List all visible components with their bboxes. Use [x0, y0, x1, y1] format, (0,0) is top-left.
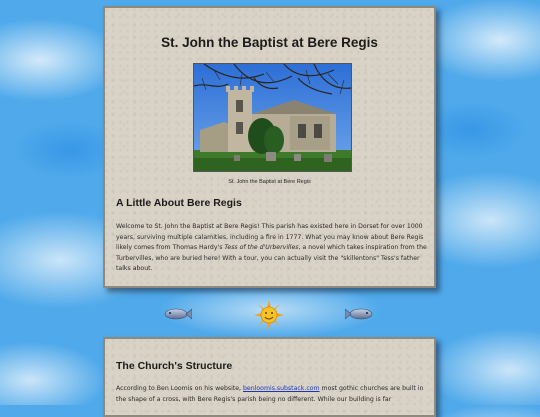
content-panel-structure: [103, 337, 436, 417]
about-text-part-1: Welcome to St. John the Baptist at Bere Regis! This parish has existed here in Dorset for over 1000 years, surviving multiple calamities, including a fire in 1777. What you may know about Bere Regis likely comes from Thomas Hardy's: [116, 223, 424, 251]
content-panel-intro: [103, 6, 436, 288]
about-heading: A Little About Bere Regis: [116, 197, 242, 209]
photo-caption: St. John the Baptist at Bere Regis: [228, 179, 311, 185]
page-title: St. John the Baptist at Bere Regis: [161, 35, 378, 50]
church-photo: [193, 63, 352, 172]
novel-title: Tess of the d'Urbervilles: [224, 244, 299, 251]
about-text-part-2: , a novel which takes inspiration from the Turbervilles, who are buried here! With a tour, you can actually visit the "skillentons" Tess's father talks about.: [116, 244, 427, 272]
structure-heading: The Church's Structure: [116, 360, 233, 372]
fish-icon: [345, 306, 375, 322]
about-paragraph: [116, 222, 428, 275]
structure-text-part-1: According to Ben Loomis on his website,: [116, 385, 243, 392]
structure-text-part-2: most gothic churches are built in the shape of a cross, with Bere Regis's parish being no different. While our building is far: [116, 385, 424, 403]
fish-icon: [162, 306, 192, 322]
church-image: [194, 64, 351, 171]
sun-icon: [254, 300, 284, 330]
structure-paragraph: [116, 384, 428, 405]
benloomis-link[interactable]: benloomis.substack.com: [243, 385, 320, 392]
